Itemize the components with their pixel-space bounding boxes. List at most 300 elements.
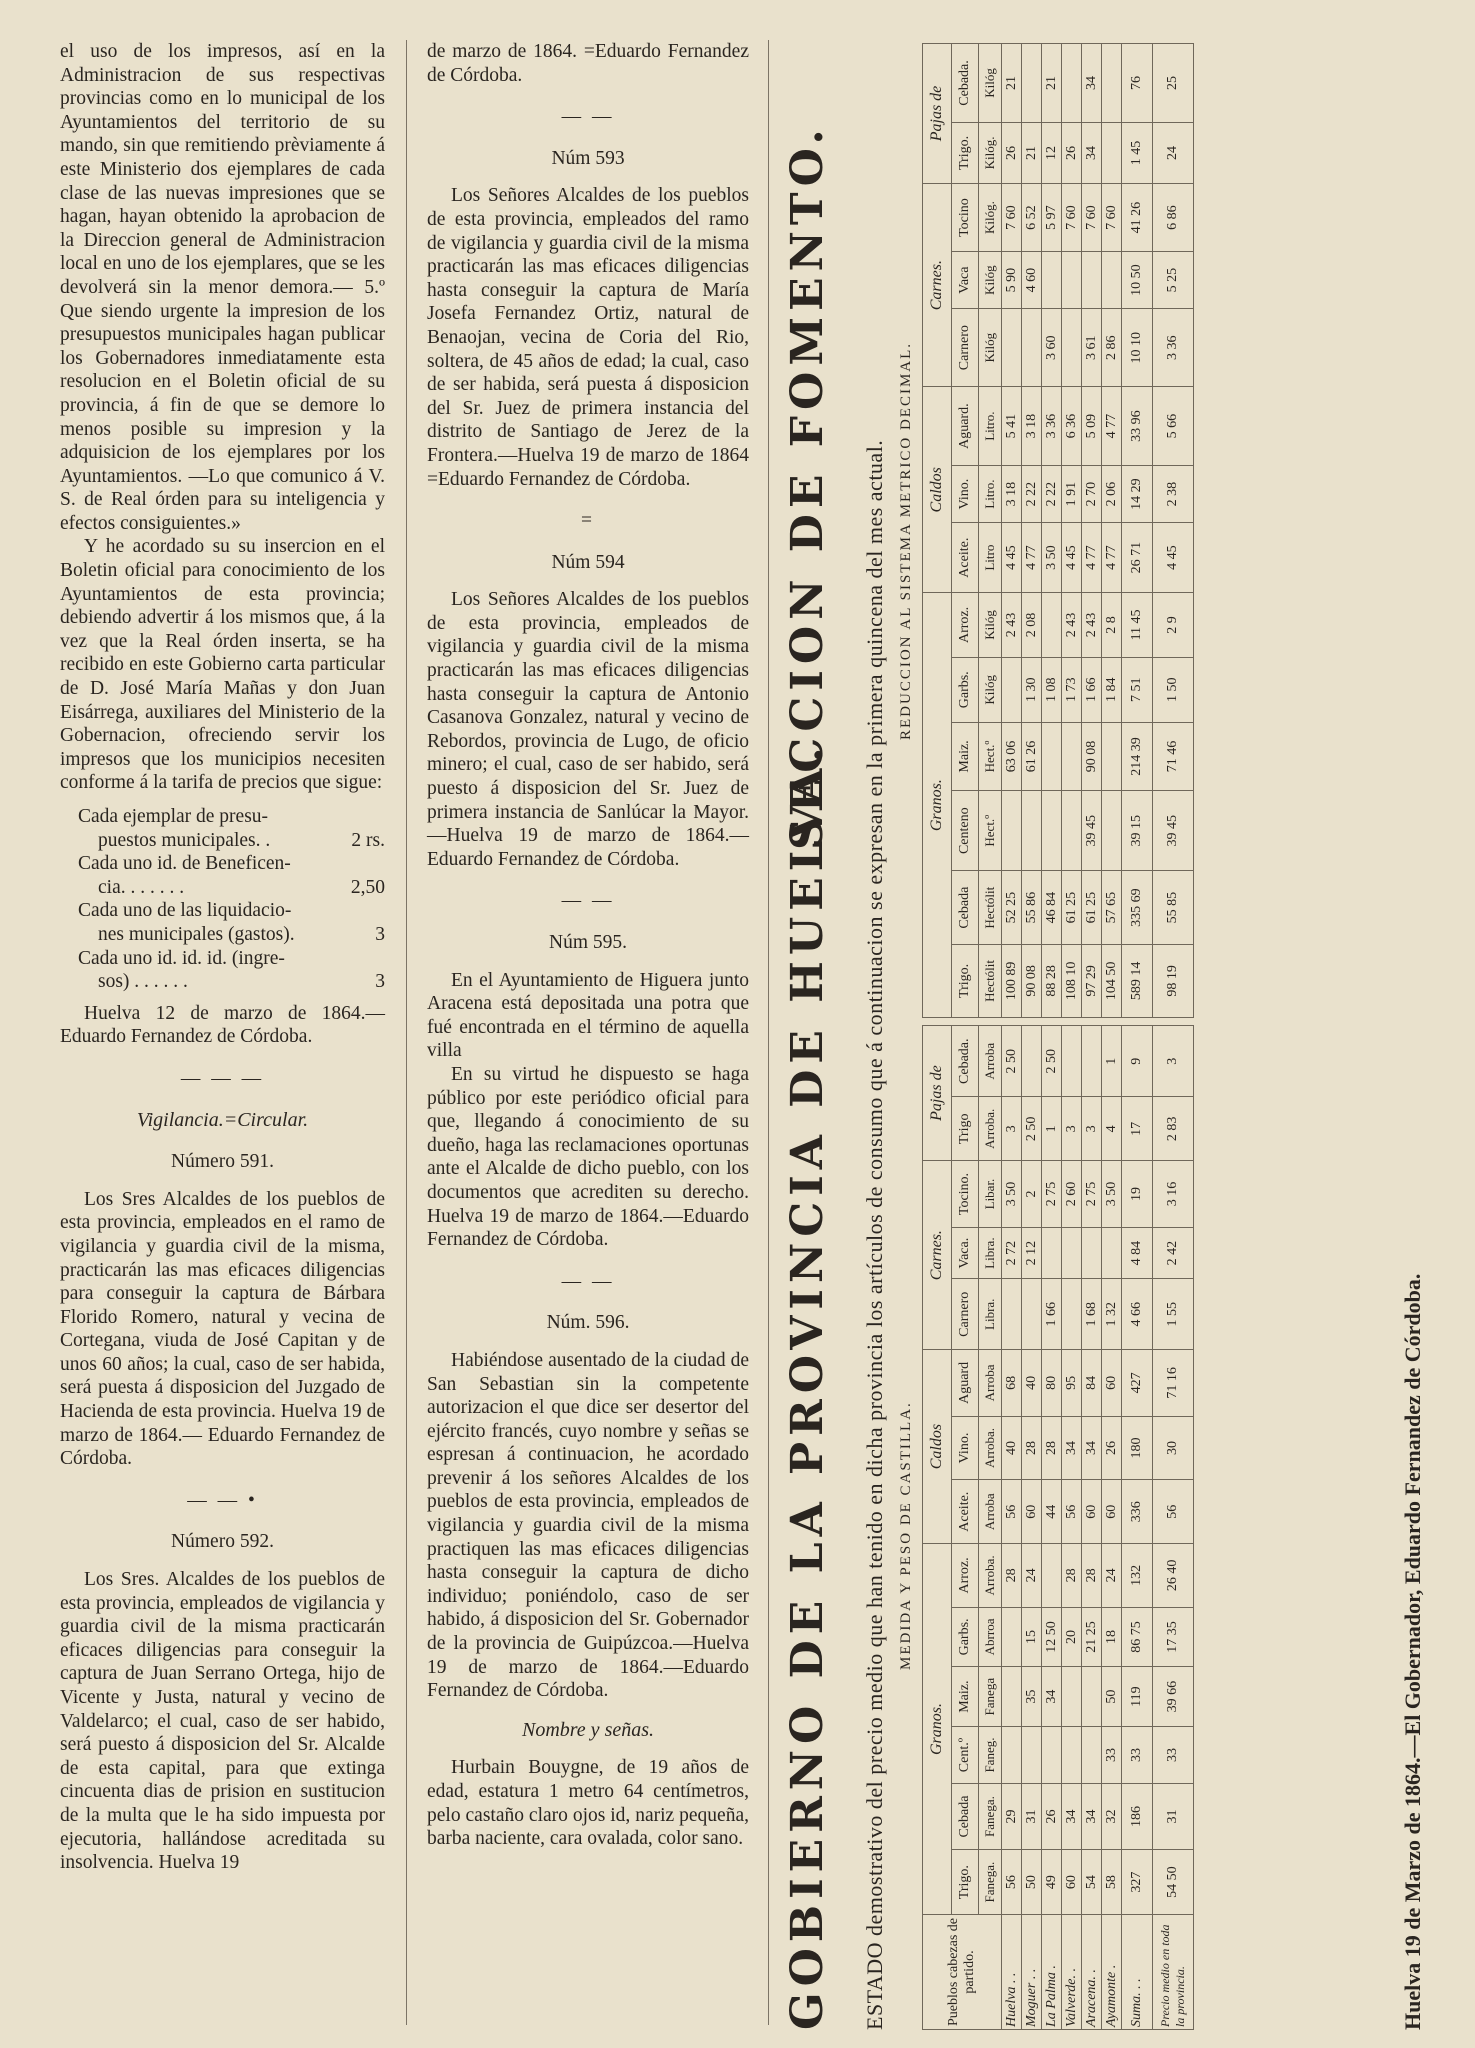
table-cell: 2 08 bbox=[1022, 593, 1042, 657]
sum-cell: 336 bbox=[1122, 1480, 1153, 1544]
table-cell bbox=[1002, 1607, 1022, 1666]
table-cell: 6 52 bbox=[1022, 183, 1042, 251]
column-divider bbox=[768, 40, 769, 2025]
table-cell: 24 bbox=[1102, 1544, 1122, 1608]
sum-cell: 427 bbox=[1122, 1350, 1153, 1416]
sum-cell: 76 bbox=[1122, 44, 1153, 123]
table-cell: 4 45 bbox=[1002, 523, 1022, 593]
table-cell: 21 bbox=[1022, 122, 1042, 183]
table-cell: 2 43 bbox=[1082, 593, 1102, 657]
table-caption: ESTADO demostrativo del precio medio que han tenido en dicha provincia los artículos de consumo que á continuacion se expresan en la primera quincena del mes actual. bbox=[862, 439, 887, 2030]
column-header: Maiz. bbox=[952, 1667, 979, 1727]
sum-cell: 119 bbox=[1122, 1667, 1153, 1727]
notice-text: Habiéndose ausentado de la ciudad de San Sebastian sin la competente autorizacion el que dice ser desertor del ejército francés, cuyo nombre y señas se espresan á continuacion, he acordado prevenir á los señores Alcaldes de los pueblos de esta provincia, empleados de vigilancia y guardia civil de la misma practiquen las mas eficaces diligencias hasta conseguir la captura de dicho individuo; poniéndolo, caso de ser habido, á disposicion del Sr. Gobernador de la provincia de Guipúzcoa.—Huelva 19 de marzo de 1864.—Eduardo Fernandez de Córdoba. bbox=[427, 1349, 749, 1702]
table-cell: 2 75 bbox=[1082, 1161, 1102, 1228]
column-header: Garbs. bbox=[952, 657, 979, 722]
average-row bbox=[1153, 44, 1194, 1018]
table-cell: 2 22 bbox=[1042, 466, 1062, 523]
column-header: Cebada bbox=[952, 871, 979, 944]
table-cell: 56 bbox=[1002, 1480, 1022, 1544]
table-cell bbox=[1002, 1667, 1022, 1727]
price-value: 3 bbox=[375, 923, 385, 945]
table-cell: 34 bbox=[1082, 122, 1102, 183]
sum-cell: 33 bbox=[1122, 1727, 1153, 1784]
unit-header: Arroba. bbox=[979, 1097, 1002, 1161]
table-cell: 4 bbox=[1102, 1097, 1122, 1161]
table-cell: 50 bbox=[1022, 1850, 1042, 1915]
average-cell: 6 86 bbox=[1153, 183, 1194, 251]
sum-row bbox=[1122, 1026, 1153, 2030]
notice-number: Núm 593 bbox=[551, 147, 625, 169]
unit-header: Hectólit bbox=[979, 871, 1002, 944]
column-header: Tocino. bbox=[952, 1161, 979, 1228]
column-header: Carnero bbox=[952, 1279, 979, 1350]
paragraph: Y he acordado su su insercion en el Boletin oficial para conocimiento de los Ayuntamientos de esta provincia; debiendo advertir á los mismos que, á la vez que la Real órden inserta, se ha recibido en este Gobierno carta particular de D. José María Mañas y don Juan Eisárrega, auxiliares del Ministerio de la Gobernacion, ofreciendo servir los impresos que los municipios necesiten conforme á la tarifa de precios que sigue: bbox=[60, 536, 385, 794]
average-cell: 2 38 bbox=[1153, 466, 1194, 523]
town-name: Valverde. . bbox=[1062, 1915, 1082, 2030]
average-cell: 31 bbox=[1153, 1783, 1194, 1849]
table-cell: 1 66 bbox=[1042, 1279, 1062, 1350]
sum-cell: 335 69 bbox=[1122, 871, 1153, 944]
table-cell: 2 22 bbox=[1022, 466, 1042, 523]
price-label: nes municipales (gastos). bbox=[98, 923, 295, 945]
sum-cell: 214 39 bbox=[1122, 723, 1153, 791]
table-cell: 15 bbox=[1022, 1607, 1042, 1666]
table-cell: 1 32 bbox=[1102, 1279, 1122, 1350]
table-cell: 63 06 bbox=[1002, 723, 1022, 791]
table-cell: 5 09 bbox=[1082, 387, 1102, 466]
table-cell: 1 30 bbox=[1022, 657, 1042, 722]
table-cell: 1 84 bbox=[1102, 657, 1122, 722]
table-cell bbox=[1082, 252, 1102, 309]
average-cell: 2 42 bbox=[1153, 1227, 1194, 1278]
table-cell: 90 08 bbox=[1022, 944, 1042, 1017]
table-cell bbox=[1002, 1727, 1022, 1784]
paragraph: de marzo de 1864. =Eduardo Fernandez de Córdoba. bbox=[427, 41, 749, 86]
price-item bbox=[78, 899, 385, 946]
column-header: Arroz. bbox=[952, 1544, 979, 1608]
table-cell: 34 bbox=[1082, 1416, 1102, 1480]
average-label: Precio medio en toda la provincia. bbox=[1153, 1915, 1194, 2030]
table-cell: 2 70 bbox=[1082, 466, 1102, 523]
table-cell: 84 bbox=[1082, 1350, 1102, 1416]
table-row bbox=[1022, 1026, 1042, 2030]
table-cell: 3 50 bbox=[1042, 523, 1062, 593]
notice-text: Los Señores Alcaldes de los pueblos de esta provincia, empleados del ramo de vigilancia y guardia civil de la misma practicarán las mas eficaces diligencias hasta conseguir la captura de María Josefa Fernandez Ortiz, natural de Benaojan, vecina de Coria del Rio, soltera, de 45 años de edad; la cual, caso de ser habida, será puesta á disposicion del Sr. Juez de primera instancia del distrito de Santiago de Jerez de la Frontera.—Huelva 19 de marzo de 1864 =Eduardo Fernandez de Córdoba. bbox=[427, 185, 749, 490]
column-header: Cebada. bbox=[952, 44, 979, 123]
unit-header: Fanega bbox=[979, 1667, 1002, 1727]
column-header: Cent.º bbox=[952, 1727, 979, 1784]
unit-header: Litro bbox=[979, 523, 1002, 593]
group-header: Pajas de bbox=[923, 1026, 952, 1161]
column-header: Trigo. bbox=[952, 1850, 979, 1915]
table-cell: 52 25 bbox=[1002, 871, 1022, 944]
table-cell: 108 10 bbox=[1062, 944, 1082, 1017]
table-cell: 2 8 bbox=[1102, 593, 1122, 657]
sum-cell: 14 29 bbox=[1122, 466, 1153, 523]
table-cell: 44 bbox=[1042, 1480, 1062, 1544]
notice-text: Los Sres. Alcaldes de los pueblos de esta provincia, empleados de vigilancia y guardia civil de la misma practicarán eficaces diligencias para conseguir la captura de Juan Serrano Ortega, hijo de Vicente y Justa, natural y vecino de Valdelarco; el cual, caso de ser habido, será puesto á disposicion del Sr. Alcalde de esta capital, para que extinga cincuenta dias de prision en sustitucion de la multa que le ha sido impuesta por ejecutoria, hallándose acreditada su insolvencia. Huelva 19 bbox=[60, 1569, 385, 1874]
column-divider bbox=[406, 40, 407, 2025]
price-item bbox=[78, 852, 385, 899]
price-value: 2,50 bbox=[350, 876, 385, 898]
table-cell: 88 28 bbox=[1042, 944, 1062, 1017]
table-cell bbox=[1002, 309, 1022, 387]
notice-number: Número 591. bbox=[171, 1151, 274, 1173]
column-header: Centeno bbox=[952, 790, 979, 871]
average-cell: 98 19 bbox=[1153, 944, 1194, 1017]
unit-header: Kilóg bbox=[979, 309, 1002, 387]
table-cell: 12 50 bbox=[1042, 1607, 1062, 1666]
price-label: Cada uno id. de Beneficen- bbox=[78, 853, 291, 875]
column-header: Vaca bbox=[952, 252, 979, 309]
average-cell: 3 16 bbox=[1153, 1161, 1194, 1228]
table-cell: 40 bbox=[1002, 1416, 1022, 1480]
table-cell: 20 bbox=[1062, 1607, 1082, 1666]
table-cell bbox=[1082, 1227, 1102, 1278]
price-label: puestos municipales. . bbox=[98, 829, 271, 851]
column-header: Cebada. bbox=[952, 1026, 979, 1097]
sum-cell: 180 bbox=[1122, 1416, 1153, 1480]
unit-header: Libar. bbox=[979, 1161, 1002, 1228]
table-cell: 3 36 bbox=[1042, 387, 1062, 466]
table-cell bbox=[1022, 44, 1042, 123]
table-cell: 1 08 bbox=[1042, 657, 1062, 722]
table-cell: 60 bbox=[1022, 1480, 1042, 1544]
town-name: La Palma . bbox=[1042, 1915, 1062, 2030]
row-header: Pueblos cabezas de partido. bbox=[923, 1915, 1002, 2030]
notice-number: Núm. 596. bbox=[546, 1312, 630, 1334]
group-header: Caldos bbox=[923, 1350, 952, 1544]
separator: — — • bbox=[187, 1489, 258, 1511]
unit-header: Arroba. bbox=[979, 1416, 1002, 1480]
date-signature: Huelva 12 de marzo de 1864.— Eduardo Fernandez de Córdoba. bbox=[60, 1002, 385, 1048]
average-cell: 1 50 bbox=[1153, 657, 1194, 722]
table-cell: 60 bbox=[1062, 1850, 1082, 1915]
table-cell: 3 bbox=[1082, 1097, 1102, 1161]
table-cell: 58 bbox=[1102, 1850, 1122, 1915]
table-cell bbox=[1022, 1727, 1042, 1784]
table-cell: 2 75 bbox=[1042, 1161, 1062, 1228]
table-row bbox=[1082, 44, 1102, 1018]
group-header: Pajas de bbox=[923, 44, 952, 184]
table-cell: 1 68 bbox=[1082, 1279, 1102, 1350]
column-left bbox=[60, 40, 385, 1875]
sum-label: Suma. . . bbox=[1122, 1915, 1153, 2030]
notice-text: Hurbain Bouygne, de 19 años de edad, estatura 1 metro 64 centímetros, pelo castaño claro ojos id, nariz pequeña, barba naciente, cara ovalada, color sano. bbox=[427, 1757, 749, 1850]
table-cell: 61 26 bbox=[1022, 723, 1042, 791]
unit-header: Litro. bbox=[979, 387, 1002, 466]
table-cell: 2 43 bbox=[1062, 593, 1082, 657]
table2-subtitle: REDUCCION AL SISTEMA METRICO DECIMAL. bbox=[898, 341, 914, 740]
column-header: Maiz. bbox=[952, 723, 979, 791]
unit-header: Fanega. bbox=[979, 1783, 1002, 1849]
table-cell: 68 bbox=[1002, 1350, 1022, 1416]
sum-cell: 7 51 bbox=[1122, 657, 1153, 722]
sum-row bbox=[1122, 44, 1153, 1018]
average-cell: 30 bbox=[1153, 1416, 1194, 1480]
table-cell: 80 bbox=[1042, 1350, 1062, 1416]
separator: = bbox=[581, 510, 595, 532]
table-cell: 34 bbox=[1042, 1667, 1062, 1727]
table-cell bbox=[1022, 1279, 1042, 1350]
table-cell: 34 bbox=[1082, 44, 1102, 123]
table-cell: 34 bbox=[1062, 1416, 1082, 1480]
unit-header: Kilóg bbox=[979, 657, 1002, 722]
table-cell: 34 bbox=[1062, 1783, 1082, 1849]
average-cell: 39 45 bbox=[1153, 790, 1194, 871]
table-cell: 3 61 bbox=[1082, 309, 1102, 387]
table-cell bbox=[1042, 1227, 1062, 1278]
table-cell bbox=[1062, 1667, 1082, 1727]
table-cell: 60 bbox=[1102, 1480, 1122, 1544]
table-cell bbox=[1042, 723, 1062, 791]
table-cell: 3 18 bbox=[1002, 466, 1022, 523]
notice-text: En el Ayuntamiento de Higuera junto Aracena está depositada una potra que fué encontrada en el término de aquella villa bbox=[427, 969, 749, 1062]
table-cell: 2 12 bbox=[1022, 1227, 1042, 1278]
sum-cell: 33 96 bbox=[1122, 387, 1153, 466]
notice-text: Los Señores Alcaldes de los pueblos de esta provincia, empleados de vigilancia y guardia civil de la misma practicarán las mas eficaces diligencias hasta conseguir la captura de Antonio Casanova Gonzalez, natural y vecino de Rebordos, provincia de Lugo, de oficio minero; el cual, caso de ser habido, será puesto á disposicion del Sr. Juez de primera instancia de Sanlúcar la Mayor.—Huelva 19 de marzo de 1864.—Eduardo Fernandez de Córdoba. bbox=[427, 589, 749, 870]
separator: — — bbox=[561, 890, 615, 912]
sum-cell: 19 bbox=[1122, 1161, 1153, 1228]
table-cell bbox=[1062, 309, 1082, 387]
table-cell: 1 bbox=[1042, 1097, 1062, 1161]
table-cell: 4 60 bbox=[1022, 252, 1042, 309]
town-name: Aracena. . bbox=[1082, 1915, 1102, 2030]
section-title: Vigilancia.=Circular. bbox=[136, 1108, 309, 1131]
table-cell: 3 60 bbox=[1042, 309, 1062, 387]
table-cell: 2 60 bbox=[1062, 1161, 1082, 1228]
table-cell: 3 bbox=[1062, 1097, 1082, 1161]
unit-header: Kilóg bbox=[979, 593, 1002, 657]
table-cell: 4 45 bbox=[1062, 523, 1082, 593]
table-cell bbox=[1082, 1026, 1102, 1097]
group-header: Carnes. bbox=[923, 1161, 952, 1350]
table-cell bbox=[1102, 790, 1122, 871]
table-cell: 90 08 bbox=[1082, 723, 1102, 791]
table-cell: 5 90 bbox=[1002, 252, 1022, 309]
table-cell: 2 bbox=[1022, 1161, 1042, 1228]
sum-cell: 86 75 bbox=[1122, 1607, 1153, 1666]
column-header: Aguard bbox=[952, 1350, 979, 1416]
table-cell: 5 97 bbox=[1042, 183, 1062, 251]
price-label: cia. . . . . . . bbox=[98, 876, 185, 898]
table-cell: 60 bbox=[1102, 1350, 1122, 1416]
price-table-metric bbox=[922, 43, 1194, 1018]
table-cell: 1 73 bbox=[1062, 657, 1082, 722]
table-row bbox=[1082, 1026, 1102, 2030]
table-cell: 104 50 bbox=[1102, 944, 1122, 1017]
unit-header: Libra. bbox=[979, 1279, 1002, 1350]
sum-cell: 17 bbox=[1122, 1097, 1153, 1161]
table-row bbox=[1042, 44, 1062, 1018]
table-cell: 35 bbox=[1022, 1667, 1042, 1727]
notice-text: En su virtud he dispuesto se haga público por este periódico oficial para que, llegando á conocimiento de su dueño, haga las reclamaciones oportunas ante el Alcalde de dicho pueblo, con los documentos que acrediten su derecho. Huelva 19 de marzo de 1864.—Eduardo Fernandez de Córdoba. bbox=[427, 1063, 749, 1251]
column-header: Tocino bbox=[952, 183, 979, 251]
notice-number: Núm 595. bbox=[549, 932, 627, 953]
table-row bbox=[1002, 44, 1022, 1018]
column-header: Trigo bbox=[952, 1097, 979, 1161]
column-header: Trigo. bbox=[952, 944, 979, 1017]
table-cell bbox=[1082, 1667, 1102, 1727]
table-cell bbox=[1062, 1026, 1082, 1097]
table-cell: 61 25 bbox=[1082, 871, 1102, 944]
price-item bbox=[78, 947, 385, 994]
table-cell: 7 60 bbox=[1062, 183, 1082, 251]
table-cell: 4 77 bbox=[1102, 387, 1122, 466]
price-table-castilla bbox=[922, 1025, 1194, 2030]
table-cell: 12 bbox=[1042, 122, 1062, 183]
average-cell: 71 46 bbox=[1153, 723, 1194, 791]
rotated-statistics-section bbox=[770, 40, 1440, 2030]
table-cell bbox=[1042, 593, 1062, 657]
table-cell: 56 bbox=[1062, 1480, 1082, 1544]
unit-header: Litro. bbox=[979, 466, 1002, 523]
price-label: Cada uno id. id. id. (ingre- bbox=[78, 947, 285, 969]
unit-header: Arroba. bbox=[979, 1544, 1002, 1608]
sum-cell: 1 45 bbox=[1122, 122, 1153, 183]
unit-header: Kilóg. bbox=[979, 183, 1002, 251]
table-row bbox=[1062, 1026, 1082, 2030]
sum-cell: 327 bbox=[1122, 1850, 1153, 1915]
unit-header: Libra. bbox=[979, 1227, 1002, 1278]
notice-number: Núm 594 bbox=[551, 551, 625, 573]
table-cell: 21 25 bbox=[1082, 1607, 1102, 1666]
table-cell bbox=[1042, 1544, 1062, 1608]
price-value: 3 bbox=[375, 971, 385, 993]
column-header: Aceite. bbox=[952, 523, 979, 593]
footer-signature: Huelva 19 de Marzo de 1864.—El Gobernador, Eduardo Fernandez de Córdoba. bbox=[1400, 1273, 1425, 2030]
unit-header: Hect.º bbox=[979, 723, 1002, 791]
table-cell bbox=[1062, 790, 1082, 871]
table-cell bbox=[1102, 723, 1122, 791]
table-cell bbox=[1002, 790, 1022, 871]
unit-header: Kilóg bbox=[979, 252, 1002, 309]
average-cell: 25 bbox=[1153, 44, 1194, 123]
table-cell: 26 bbox=[1062, 122, 1082, 183]
column-header: Carnero bbox=[952, 309, 979, 387]
column-middle bbox=[427, 40, 749, 1851]
table-cell: 3 50 bbox=[1102, 1161, 1122, 1228]
table-cell bbox=[1022, 1026, 1042, 1097]
table-cell: 95 bbox=[1062, 1350, 1082, 1416]
average-cell: 24 bbox=[1153, 122, 1194, 183]
price-label: Cada ejemplar de presu- bbox=[78, 806, 269, 827]
section-title: Nombre y señas. bbox=[521, 1718, 655, 1741]
average-cell: 2 9 bbox=[1153, 593, 1194, 657]
table-cell: 4 77 bbox=[1102, 523, 1122, 593]
table-cell: 7 60 bbox=[1002, 183, 1022, 251]
table-cell: 1 66 bbox=[1082, 657, 1102, 722]
sum-cell: 186 bbox=[1122, 1783, 1153, 1849]
table-cell: 28 bbox=[1002, 1544, 1022, 1608]
group-header: Granos. bbox=[923, 1544, 952, 1915]
town-name: Huelva . . bbox=[1002, 1915, 1022, 2030]
table-cell: 2 50 bbox=[1002, 1026, 1022, 1097]
average-cell: 3 36 bbox=[1153, 309, 1194, 387]
table-cell bbox=[1102, 44, 1122, 123]
table-cell: 3 18 bbox=[1022, 387, 1042, 466]
average-cell: 39 66 bbox=[1153, 1667, 1194, 1727]
table-cell: 7 60 bbox=[1082, 183, 1102, 251]
table-cell bbox=[1042, 1727, 1062, 1784]
sum-cell: 132 bbox=[1122, 1544, 1153, 1608]
separator: — — — bbox=[180, 1067, 265, 1089]
average-cell: 54 50 bbox=[1153, 1850, 1194, 1915]
group-header: Granos. bbox=[923, 593, 952, 1018]
table-row bbox=[1002, 1026, 1022, 2030]
table-cell bbox=[1062, 44, 1082, 123]
unit-header: Arroba bbox=[979, 1350, 1002, 1416]
table-cell: 1 bbox=[1102, 1026, 1122, 1097]
price-list bbox=[78, 805, 385, 994]
table-cell: 18 bbox=[1102, 1607, 1122, 1666]
unit-header: Faneg. bbox=[979, 1727, 1002, 1784]
sum-cell: 10 50 bbox=[1122, 252, 1153, 309]
table-row bbox=[1102, 44, 1122, 1018]
column-header: Aguard. bbox=[952, 387, 979, 466]
table-cell: 28 bbox=[1062, 1544, 1082, 1608]
table-cell: 24 bbox=[1022, 1544, 1042, 1608]
sum-cell: 10 10 bbox=[1122, 309, 1153, 387]
table-cell bbox=[1042, 790, 1062, 871]
table1-subtitle: MEDIDA Y PESO DE CASTILLA. bbox=[898, 1401, 914, 1670]
table-cell: 2 86 bbox=[1102, 309, 1122, 387]
table-cell bbox=[1022, 309, 1042, 387]
column-header: Arroz. bbox=[952, 593, 979, 657]
sum-cell: 9 bbox=[1122, 1026, 1153, 1097]
paragraph: el uso de los impresos, así en la Administracion de sus respectivas provincias como en lo municipal de los Ayuntamientos del territorio de su mando, sin que remitiendo prèviamente á este Ministerio dos ejemplares de cada clase de las nuevas impresiones que se hagan, hayan obtenido la aprobacion de la Direccion general de Administracion local en uno de los ejemplares, que se les devolverá sin la menor demora.— 5.º Que siendo urgente la impresion de los presupuestos municipales hagan publicar los Gobernadores inmediatamente esta resolucion en el Boletin oficial de su provincia, á fin de que se demore lo menos posible su impresion y la adquisicion de los ejemplares por los Ayuntamientos. —Lo que comunico á V. S. de Real órden para su inteligencia y efectos consiguientes.» bbox=[60, 41, 385, 534]
table-cell bbox=[1102, 122, 1122, 183]
table-cell bbox=[1022, 790, 1042, 871]
table-cell: 5 41 bbox=[1002, 387, 1022, 466]
column-header: Vino. bbox=[952, 1416, 979, 1480]
table-cell: 46 84 bbox=[1042, 871, 1062, 944]
table-cell: 56 bbox=[1002, 1850, 1022, 1915]
table-cell: 32 bbox=[1102, 1783, 1122, 1849]
average-cell: 2 83 bbox=[1153, 1097, 1194, 1161]
table-cell bbox=[1062, 1227, 1082, 1278]
table-cell: 39 45 bbox=[1082, 790, 1102, 871]
average-cell: 5 66 bbox=[1153, 387, 1194, 466]
table-cell: 21 bbox=[1042, 44, 1062, 123]
table-cell: 28 bbox=[1082, 1544, 1102, 1608]
table-cell: 100 89 bbox=[1002, 944, 1022, 1017]
table-cell: 49 bbox=[1042, 1850, 1062, 1915]
unit-header: Fanega. bbox=[979, 1850, 1002, 1915]
table-cell bbox=[1002, 1279, 1022, 1350]
table-row bbox=[1022, 44, 1042, 1018]
table-cell bbox=[1082, 1727, 1102, 1784]
table-cell: 57 65 bbox=[1102, 871, 1122, 944]
table-cell: 1 91 bbox=[1062, 466, 1082, 523]
average-cell: 4 45 bbox=[1153, 523, 1194, 593]
average-cell: 26 40 bbox=[1153, 1544, 1194, 1608]
table-cell: 3 50 bbox=[1002, 1161, 1022, 1228]
separator: — — bbox=[561, 106, 615, 128]
table-cell: 4 77 bbox=[1022, 523, 1042, 593]
column-header: Vaca. bbox=[952, 1227, 979, 1278]
table-cell bbox=[1002, 657, 1022, 722]
table-cell: 2 43 bbox=[1002, 593, 1022, 657]
unit-header: Hectólit bbox=[979, 944, 1002, 1017]
table-cell: 28 bbox=[1042, 1416, 1062, 1480]
average-cell: 1 55 bbox=[1153, 1279, 1194, 1350]
unit-header: Hect.º bbox=[979, 790, 1002, 871]
average-cell: 33 bbox=[1153, 1727, 1194, 1784]
price-label: Cada uno de las liquidacio- bbox=[78, 900, 292, 922]
table-cell: 40 bbox=[1022, 1350, 1042, 1416]
